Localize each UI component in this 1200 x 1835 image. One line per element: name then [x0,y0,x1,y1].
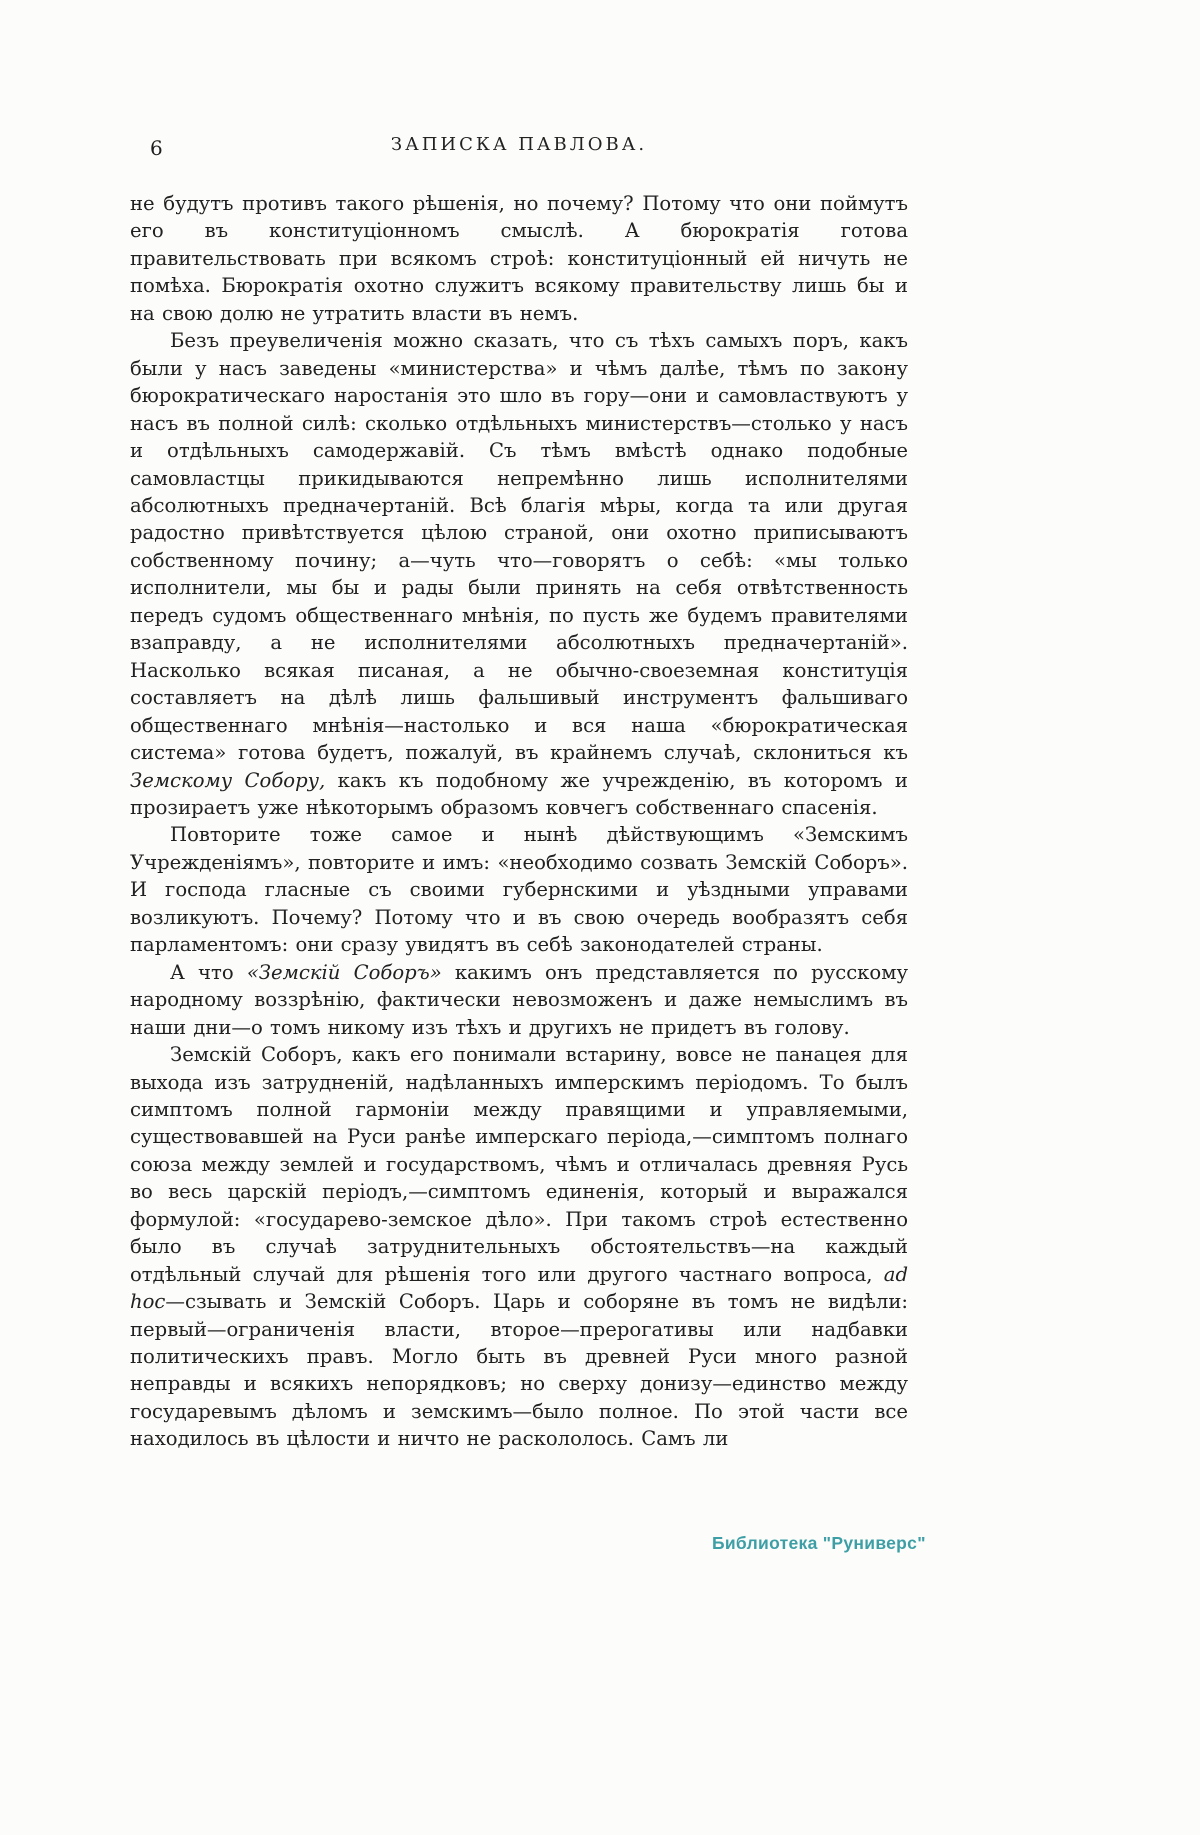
paragraph [130,327,908,821]
page-number: 6 [150,136,163,160]
paragraph-text: Земскій Соборъ, какъ его понимали встарину, вовсе не панацея для выхода изъ затрудненій, надѣланныхъ имперскимъ періодомъ. То былъ симптомъ полной гармоніи между правящими и управляемыми, существовавшей на Руси ранѣе имперскаго періода,—симптомъ полнаго союза между землей и государствомъ, чѣмъ и отличалась древняя Русь во весь царскій періодъ,—симптомъ единенія, который и выражался формулой: «государево-земское дѣло». При такомъ строѣ естественно было въ случаѣ затруднительныхъ обстоятельствъ—на каждый отдѣльный случай для рѣшенія того или другого частнаго вопроса, [130,1043,908,1286]
running-title: ЗАПИСКА ПАВЛОВА. [390,134,648,155]
body-text [130,190,908,1453]
paragraph [130,959,908,1041]
paragraph [130,821,908,958]
paragraph-text: А что [170,960,247,984]
paragraph [130,1041,908,1453]
paragraph-text: какимъ онъ представляется по русскому народному воззрѣнію, фактически невозможенъ и даже немыслимъ въ наши дни—о томъ никому изъ тѣхъ и другихъ не придетъ въ голову. [130,960,908,1039]
paragraph-text: какъ къ подобному же учрежденію, въ которомъ и прозираетъ уже нѣкоторымъ образомъ ковчегъ собственнаго спасенія. [130,768,908,819]
paragraph-text: не будутъ противъ такого рѣшенія, но почему? Потому что они поймутъ его въ конституціонномъ смыслѣ. А бюрократія готова правительствовать при всякомъ строѣ: конституціонный ей ничуть не помѣха. Бюрократія охотно служитъ всякому правительству лишь бы и на свою долю не утратить власти въ немъ. [130,192,908,325]
paragraph-text: —сзывать и Земскій Соборъ. Царь и соборяне въ томъ не видѣли: первый—ограниченія власти, второе—прерогативы или надбавки политическихъ правъ. Могло быть въ древней Руси много разной неправды и всякихъ непорядковъ; но сверху донизу—единство между государевымъ дѣломъ и земскимъ—было полное. По этой части все находилось въ цѣлости и ничто не раскололось. Самъ ли [130,1290,908,1451]
paragraph-text-italic: «Земскій Соборъ» [246,960,442,984]
paragraph [130,190,908,327]
paragraph-text: Безъ преувеличенія можно сказать, что съ тѣхъ самыхъ поръ, какъ были у насъ заведены «министерства» и чѣмъ далѣе, тѣмъ по закону бюрократическаго наростанія это шло въ гору—они и самовластвуютъ у насъ въ полной силѣ: сколько отдѣльныхъ министерствъ—столько у насъ и отдѣльныхъ самодержавій. Съ тѣмъ вмѣстѣ однако подобные самовластцы прикидываются непремѣнно лишь исполнителями абсолютныхъ предначертаній. Всѣ благія мѣры, когда та или другая радостно привѣтствуется цѣлою страной, они охотно приписываютъ собственному почину; а—чуть что—говорятъ о себѣ: «мы только исполнители, мы бы и рады были принять на себя отвѣтственность передъ судомъ общественнаго мнѣнія, по пусть же будемъ правителями взаправду, а не исполнителями абсолютныхъ предначертаній». Насколько всякая писаная, а не обычно-своеземная конституція составляетъ на дѣлѣ лишь фальшивый инструментъ фальшиваго общественнаго мнѣнія—настолько и вся наша «бюрократическая система» готова будетъ, пожалуй, въ крайнемъ случаѣ, склониться къ [130,329,908,765]
paragraph-text: Повторите тоже самое и нынѣ дѣйствующимъ «Земскимъ Учрежденіямъ», повторите и имъ: «необходимо созвать Земскій Соборъ». И господа гласные съ своими губернскими и уѣздными управами возликуютъ. Почему? Потому что и въ свою очередь вообразятъ себя парламентомъ: они сразу увидятъ въ себѣ законодателей страны. [130,823,908,957]
library-watermark: Библиотека "Руниверс" [712,1533,926,1553]
paragraph-text-italic: Земскому Собору, [130,768,326,792]
paragraph-text-italic: ad hoc [130,1262,908,1314]
page-header [130,134,908,164]
